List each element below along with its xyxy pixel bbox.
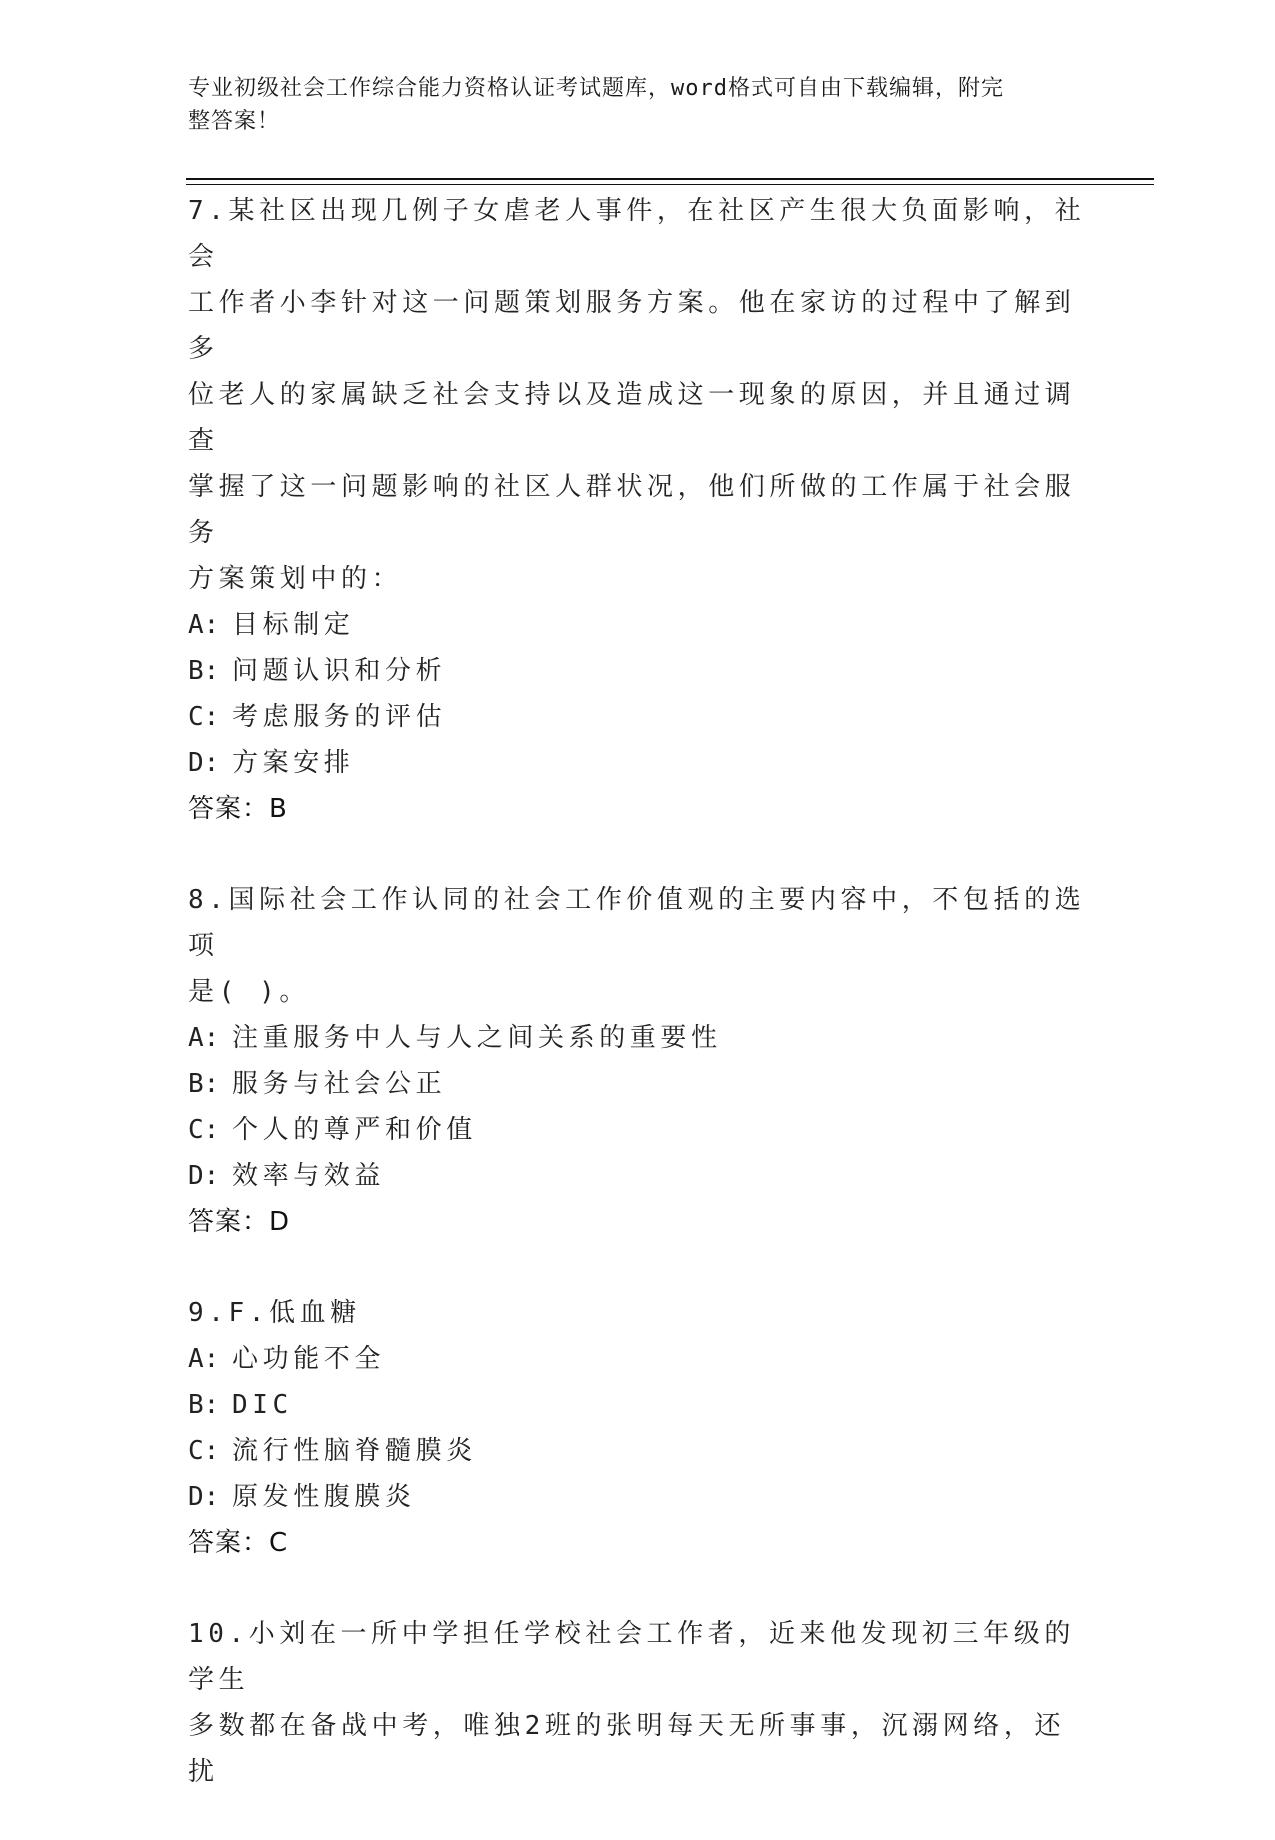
option-text: 问题认识和分析 — [232, 656, 447, 686]
option-letter: D: — [188, 1482, 220, 1512]
question-8 — [188, 877, 1088, 1245]
option-text: 目标制定 — [232, 610, 355, 640]
option-text: DIC — [232, 1390, 293, 1420]
header-line-2: 整答案！ — [188, 109, 281, 134]
option-letter: B: — [188, 1390, 220, 1420]
option-text: 心功能不全 — [232, 1344, 386, 1374]
question-9 — [188, 1290, 1088, 1566]
option-a — [188, 602, 1088, 648]
option-letter: A: — [188, 1023, 220, 1053]
question-line: 掌握了这一问题影响的社区人群状况，他们所做的工作属于社会服务 — [188, 472, 1076, 548]
option-letter: D: — [188, 748, 220, 778]
question-10 — [188, 1611, 1088, 1795]
option-text: 方案安排 — [232, 748, 355, 778]
question-line: 10.小刘在一所中学担任学校社会工作者，近来他发现初三年级的学生 — [188, 1619, 1075, 1695]
option-c — [188, 1107, 1088, 1153]
question-line: 是( )。 — [188, 977, 310, 1007]
answer-label: 答案： — [188, 1528, 270, 1558]
answer-line — [188, 1520, 1088, 1566]
question-line: 9.F.低血糖 — [188, 1298, 361, 1328]
option-letter: B: — [188, 1069, 220, 1099]
question-list — [188, 188, 1088, 1840]
option-a — [188, 1015, 1088, 1061]
question-line: 7.某社区出现几例子女虐老人事件，在社区产生很大负面影响，社会 — [188, 196, 1086, 272]
option-c — [188, 694, 1088, 740]
option-text: 注重服务中人与人之间关系的重要性 — [232, 1023, 722, 1053]
answer-label: 答案： — [188, 794, 270, 824]
question-line: 方案策划中的： — [188, 564, 403, 594]
header-rule-thick — [186, 178, 1154, 180]
answer-value: C — [269, 1528, 289, 1558]
answer-value: D — [269, 1207, 291, 1237]
header-rule-thin — [186, 184, 1154, 185]
option-letter: C: — [188, 702, 220, 732]
option-c — [188, 1428, 1088, 1474]
question-line: 8.国际社会工作认同的社会工作价值观的主要内容中，不包括的选项 — [188, 885, 1086, 961]
answer-line — [188, 1199, 1088, 1245]
option-b — [188, 648, 1088, 694]
option-letter: C: — [188, 1115, 220, 1145]
option-text: 考虑服务的评估 — [232, 702, 447, 732]
option-d — [188, 1474, 1088, 1520]
option-d — [188, 740, 1088, 786]
question-line: 工作者小李针对这一问题策划服务方案。他在家访的过程中了解到多 — [188, 288, 1076, 364]
option-b — [188, 1382, 1088, 1428]
option-b — [188, 1061, 1088, 1107]
question-line: 位老人的家属缺乏社会支持以及造成这一现象的原因，并且通过调查 — [188, 380, 1076, 456]
header-line-1: 专业初级社会工作综合能力资格认证考试题库，word格式可自由下载编辑，附完 — [188, 76, 1004, 101]
option-letter: B: — [188, 656, 220, 686]
option-text: 服务与社会公正 — [232, 1069, 447, 1099]
option-letter: D: — [188, 1161, 220, 1191]
option-letter: C: — [188, 1436, 220, 1466]
option-text: 效率与效益 — [232, 1161, 386, 1191]
answer-line — [188, 786, 1088, 832]
answer-value: B — [269, 794, 288, 824]
option-a — [188, 1336, 1088, 1382]
option-letter: A: — [188, 610, 220, 640]
answer-label: 答案： — [188, 1207, 270, 1237]
option-d — [188, 1153, 1088, 1199]
question-7 — [188, 188, 1088, 832]
question-line: 多数都在备战中考，唯独2班的张明每天无所事事，沉溺网络，还扰 — [188, 1711, 1066, 1787]
option-text: 流行性脑脊髓膜炎 — [232, 1436, 477, 1466]
option-text: 原发性腹膜炎 — [232, 1482, 416, 1512]
document-header — [188, 72, 1068, 138]
option-text: 个人的尊严和价值 — [232, 1115, 477, 1145]
option-letter: A: — [188, 1344, 220, 1374]
